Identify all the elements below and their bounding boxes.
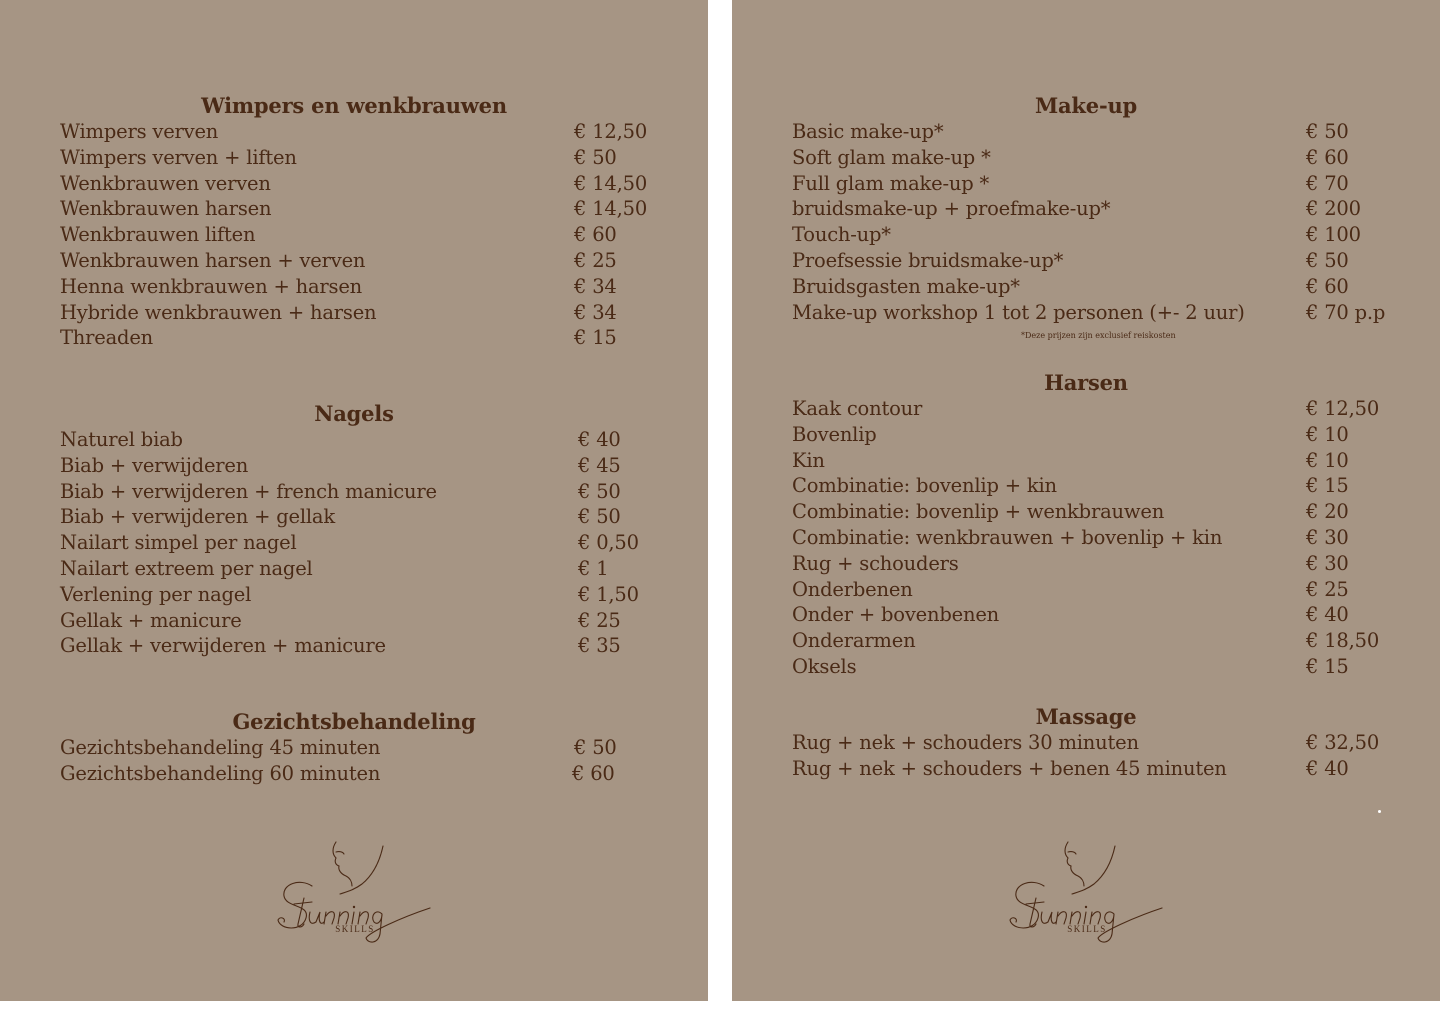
price-row <box>732 422 1440 448</box>
service-price: € 30 <box>1306 525 1349 549</box>
price-row <box>0 274 708 300</box>
price-row <box>732 628 1440 654</box>
section-title: Make-up <box>1034 93 1138 118</box>
service-name: Henna wenkbrauwen + harsen <box>60 274 363 298</box>
service-price: € 50 <box>1306 120 1349 143</box>
service-name: Rug + nek + schouders + benen 45 minuten <box>792 756 1227 780</box>
service-name: Biab + verwijderen + gellak <box>60 505 335 529</box>
service-name: Combinatie: bovenlip + wenkbrauwen <box>792 500 1165 524</box>
service-price: € 25 <box>578 608 621 632</box>
service-name: Nailart simpel per nagel <box>60 531 297 555</box>
service-name: Soft glam make-up * <box>792 145 991 169</box>
price-row <box>0 248 708 274</box>
section-harsen <box>732 370 1440 680</box>
service-price: € 34 <box>574 300 617 324</box>
service-name: Gezichtsbehandeling 60 minuten <box>60 761 381 785</box>
service-name: Wenkbrauwen harsen + verven <box>60 248 366 272</box>
stunning-skills-logo <box>1002 838 1172 948</box>
service-name: Oksels <box>792 654 857 678</box>
price-row <box>732 119 1440 145</box>
service-price: € 50 <box>578 479 621 503</box>
price-row <box>0 735 708 761</box>
section-title: Gezichtsbehandeling <box>232 709 476 734</box>
price-row <box>0 427 708 453</box>
service-price: € 1,50 <box>578 582 639 606</box>
service-price: € 32,50 <box>1306 731 1380 754</box>
service-name: Rug + nek + schouders 30 minuten <box>792 731 1139 754</box>
service-name: Wenkbrauwen verven <box>60 171 271 195</box>
face-logo-icon <box>270 838 440 948</box>
service-name: Full glam make-up * <box>792 171 990 195</box>
service-price: € 1 <box>578 556 609 580</box>
service-price: € 10 <box>1306 448 1349 472</box>
section-title: Massage <box>1035 704 1137 729</box>
right-menu-page <box>732 0 1440 1001</box>
section-title: Nagels <box>314 401 394 426</box>
service-price: € 60 <box>1306 274 1349 298</box>
price-row <box>0 453 708 479</box>
service-price: € 60 <box>574 223 617 247</box>
price-row <box>732 145 1440 171</box>
price-row <box>732 248 1440 274</box>
service-name: Rug + schouders <box>792 551 959 575</box>
service-price: € 18,50 <box>1306 629 1380 653</box>
price-row <box>732 525 1440 551</box>
price-row <box>0 300 708 326</box>
service-price: € 15 <box>1306 654 1349 678</box>
logo-subtext: SKILLS <box>335 924 375 934</box>
service-price: € 50 <box>1306 248 1349 272</box>
decorative-dot <box>1378 810 1381 813</box>
service-price: € 12,50 <box>574 120 648 143</box>
price-row <box>732 551 1440 577</box>
section-nagels <box>0 401 708 659</box>
price-row <box>0 479 708 505</box>
price-list <box>0 119 708 351</box>
price-row <box>0 196 708 222</box>
service-price: € 50 <box>574 145 617 169</box>
service-name: Touch-up* <box>792 223 891 247</box>
price-row <box>0 171 708 197</box>
service-price: € 34 <box>574 274 617 298</box>
service-name: Kin <box>792 448 825 472</box>
service-name: Gellak + manicure <box>60 608 242 632</box>
service-price: € 25 <box>574 248 617 272</box>
service-name: Biab + verwijderen + french manicure <box>60 479 437 503</box>
service-price: € 10 <box>1306 422 1349 446</box>
service-name: Bovenlip <box>792 422 877 446</box>
price-row <box>0 582 708 608</box>
service-price: € 50 <box>574 736 617 759</box>
service-price: € 15 <box>1306 474 1349 498</box>
price-list <box>732 730 1440 782</box>
service-name: Combinatie: bovenlip + kin <box>792 474 1057 498</box>
section-title: Wimpers en wenkbrauwen <box>201 93 507 118</box>
service-name: Verlening per nagel <box>60 582 252 606</box>
service-price: € 40 <box>1306 603 1349 627</box>
service-name: Naturel biab <box>60 428 183 451</box>
service-name: Onderarmen <box>792 629 916 653</box>
service-price: € 50 <box>578 505 621 529</box>
price-row <box>0 556 708 582</box>
service-price: € 100 <box>1306 223 1361 247</box>
price-row <box>732 196 1440 222</box>
service-name: bruidsmake-up + proefmake-up* <box>792 197 1111 221</box>
service-price: € 40 <box>1306 756 1349 780</box>
service-name: Wimpers verven <box>60 120 219 143</box>
section-massage <box>732 704 1440 782</box>
service-price: € 0,50 <box>578 531 639 555</box>
service-name: Basic make-up* <box>792 120 944 143</box>
logo-subtext: SKILLS <box>1067 924 1107 934</box>
price-row <box>732 473 1440 499</box>
service-price: € 60 <box>1306 145 1349 169</box>
service-name: Bruidsgasten make-up* <box>792 274 1020 298</box>
service-name: Onder + bovenbenen <box>792 603 1000 627</box>
stunning-skills-logo <box>270 838 440 948</box>
price-row <box>0 145 708 171</box>
service-name: Kaak contour <box>792 397 923 420</box>
service-price: € 45 <box>578 453 621 477</box>
service-price: € 30 <box>1306 551 1349 575</box>
service-name: Hybride wenkbrauwen + harsen <box>60 300 377 324</box>
price-list <box>0 427 708 659</box>
price-row <box>0 504 708 530</box>
price-row <box>732 499 1440 525</box>
price-row <box>732 654 1440 680</box>
price-row <box>732 602 1440 628</box>
price-row <box>732 300 1440 326</box>
price-row <box>732 756 1440 782</box>
left-menu-page <box>0 0 708 1001</box>
price-row <box>0 761 708 787</box>
price-row <box>732 222 1440 248</box>
service-name: Make-up workshop 1 tot 2 personen (+- 2 uur) <box>792 300 1245 324</box>
service-name: Gellak + verwijderen + manicure <box>60 634 386 658</box>
price-row <box>732 171 1440 197</box>
service-price: € 14,50 <box>574 171 648 195</box>
face-logo-icon <box>1002 838 1172 948</box>
service-price: € 35 <box>578 634 621 658</box>
service-price: € 15 <box>574 326 617 350</box>
price-row <box>0 325 708 351</box>
travel-cost-note: *Deze prijzen zijn exclusief reiskosten <box>1021 331 1176 340</box>
service-price: € 70 <box>1306 171 1349 195</box>
price-row <box>0 633 708 659</box>
service-price: € 70 p.p <box>1306 300 1386 324</box>
service-name: Nailart extreem per nagel <box>60 556 313 580</box>
price-row <box>0 608 708 634</box>
service-name: Wenkbrauwen harsen <box>60 197 272 221</box>
section-gezichtsbehandeling <box>0 709 708 787</box>
service-price: € 20 <box>1306 500 1349 524</box>
service-name: Proefsessie bruidsmake-up* <box>792 248 1064 272</box>
service-price: € 12,50 <box>1306 397 1380 420</box>
service-name: Wimpers verven + liften <box>60 145 297 169</box>
section-wimpers-wenkbrauwen <box>0 93 708 351</box>
service-price: € 200 <box>1306 197 1361 221</box>
service-name: Biab + verwijderen <box>60 453 249 477</box>
service-name: Gezichtsbehandeling 45 minuten <box>60 736 381 759</box>
section-title: Harsen <box>1044 370 1128 395</box>
price-list <box>732 119 1440 325</box>
price-row <box>732 577 1440 603</box>
price-list <box>732 396 1440 680</box>
price-list <box>0 735 708 787</box>
price-row <box>732 730 1440 756</box>
price-row <box>732 274 1440 300</box>
price-row <box>732 396 1440 422</box>
service-price: € 60 <box>572 761 615 785</box>
service-name: Combinatie: wenkbrauwen + bovenlip + kin <box>792 525 1223 549</box>
service-name: Threaden <box>60 326 154 350</box>
service-name: Onderbenen <box>792 577 913 601</box>
price-row <box>0 222 708 248</box>
price-row <box>0 530 708 556</box>
service-price: € 40 <box>578 428 621 451</box>
price-row <box>0 119 708 145</box>
price-row <box>732 448 1440 474</box>
service-price: € 25 <box>1306 577 1349 601</box>
section-make-up <box>732 93 1440 325</box>
service-name: Wenkbrauwen liften <box>60 223 256 247</box>
service-price: € 14,50 <box>574 197 648 221</box>
